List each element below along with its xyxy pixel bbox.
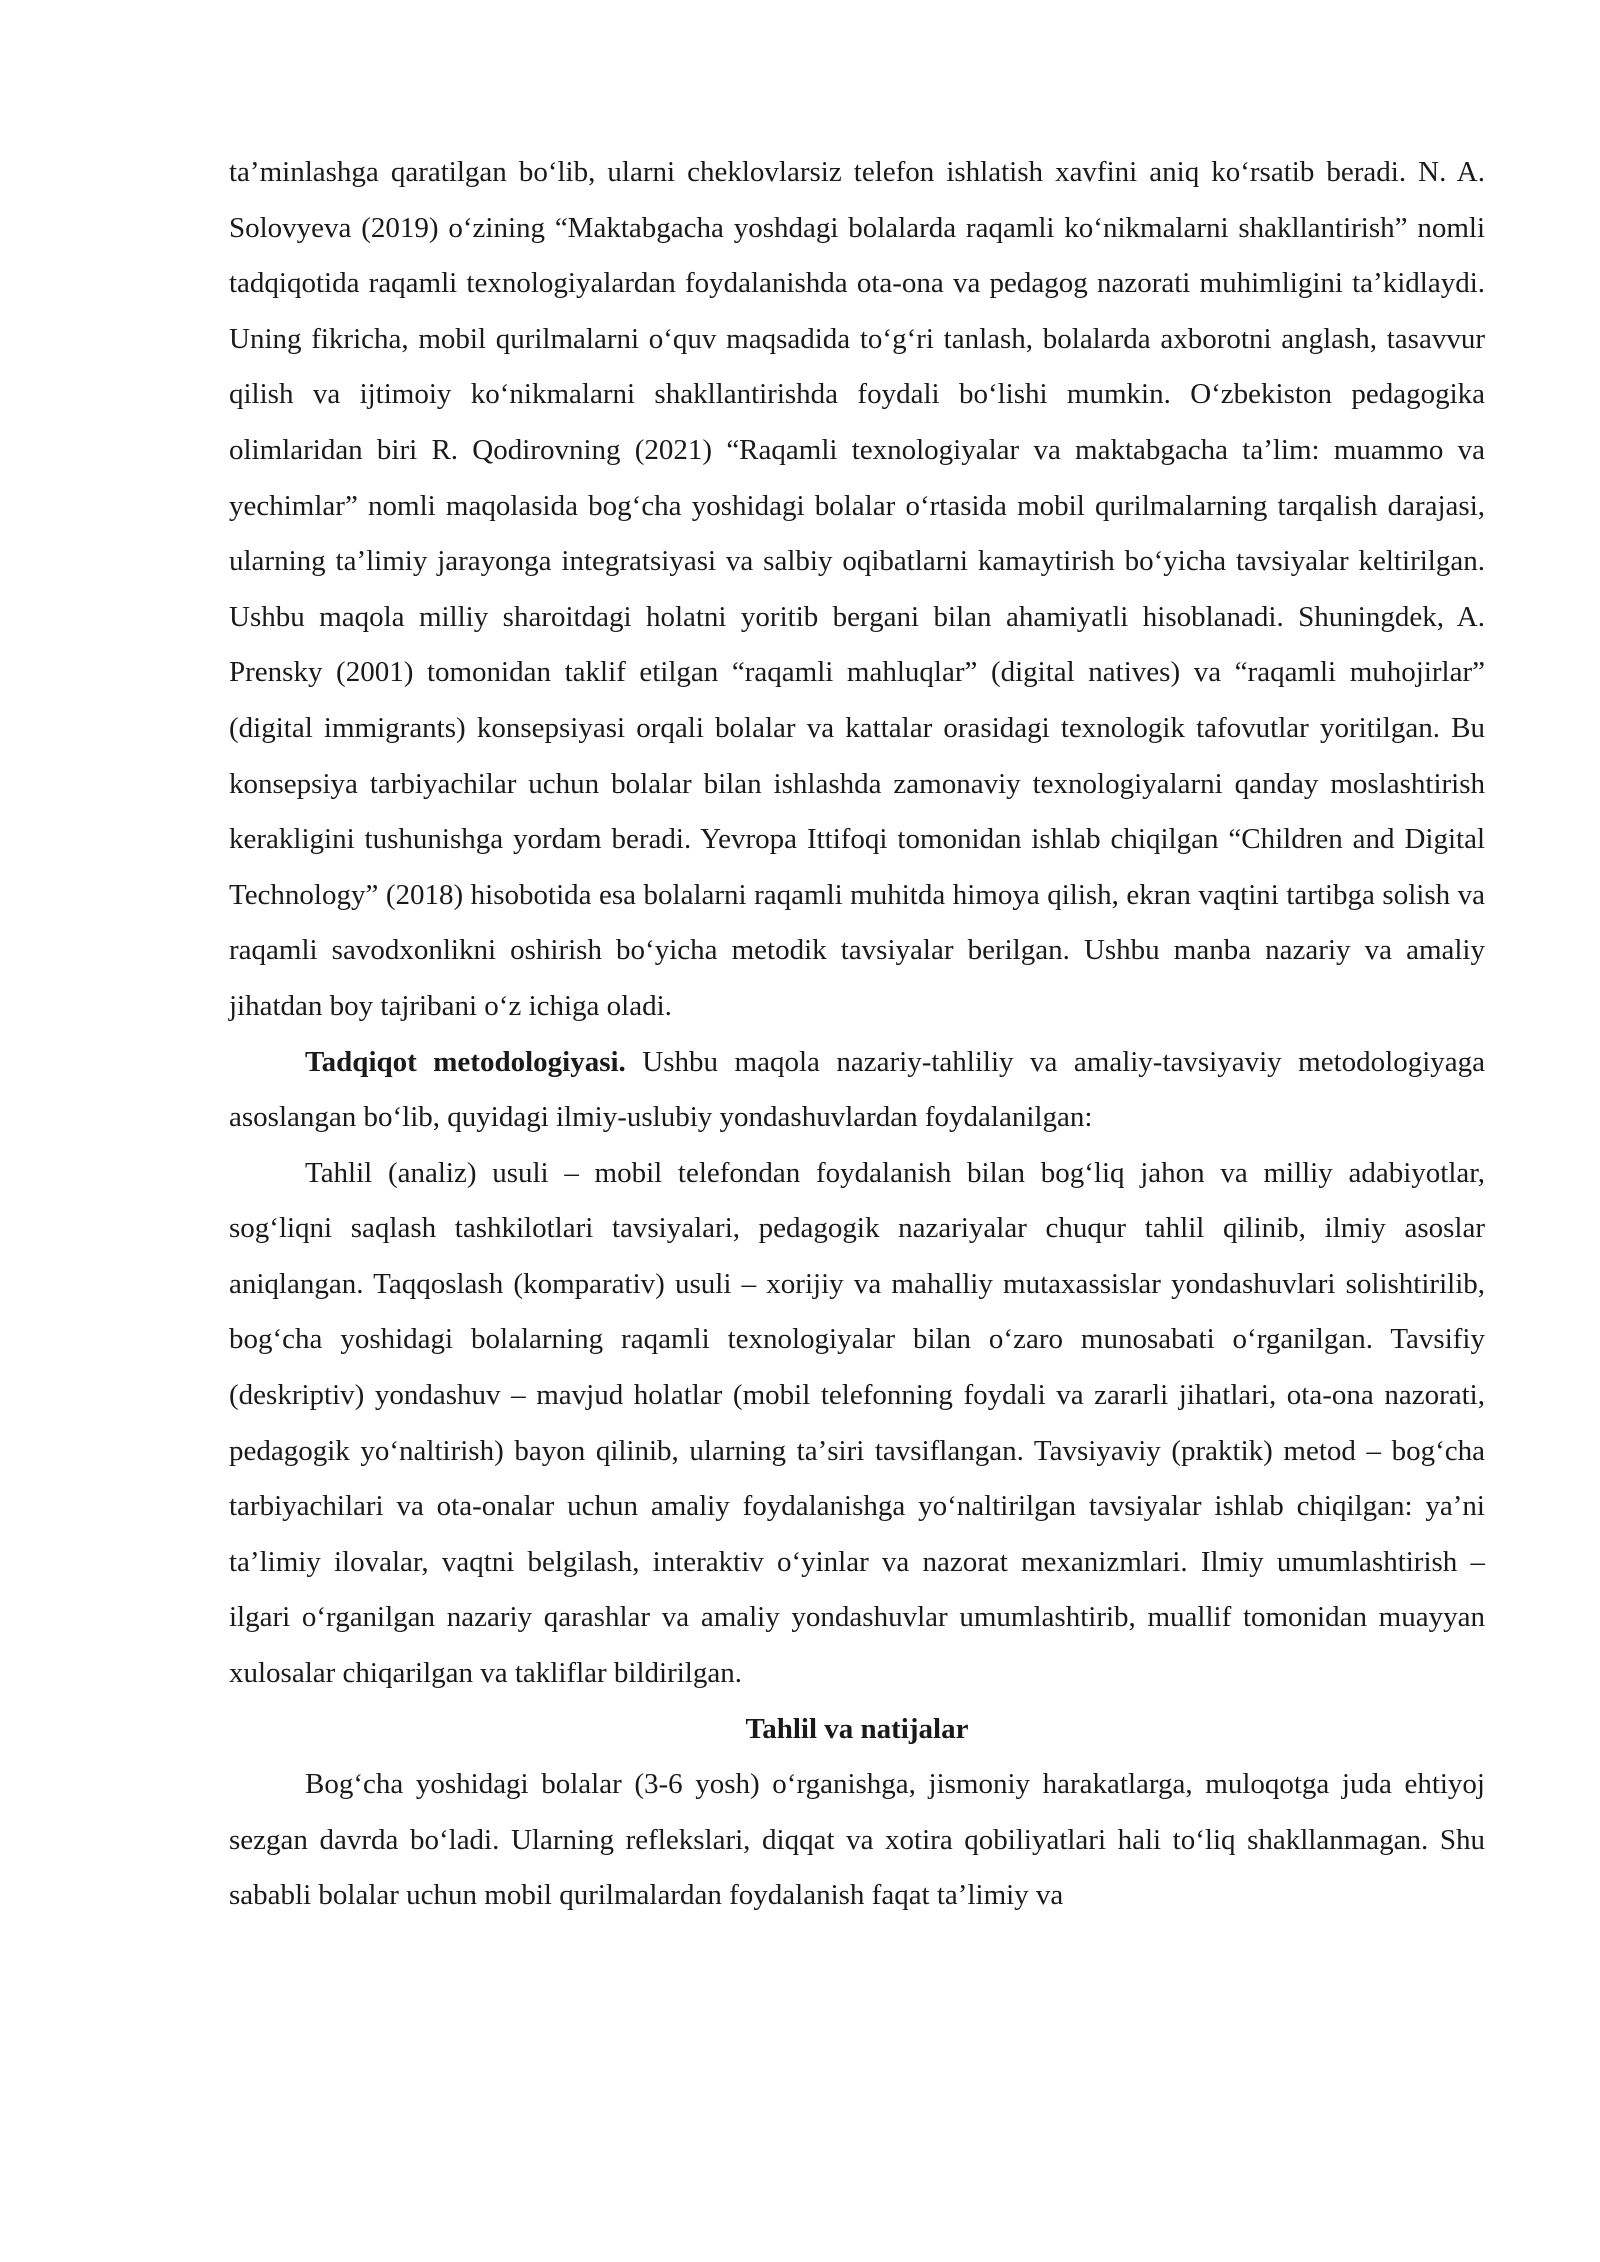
paragraph-literature-review: taʼminlashga qaratilgan boʻlib, ularni cheklovlarsiz telefon ishlatish xavfini aniq koʻrsatib beradi. N. A. Solovyeva (2019) oʻzining “Maktabgacha yoshdagi bolalarda raqamli koʻnikmalarni shakllantirish” nomli tadqiqotida raqamli texnologiyalardan foydalanishda ota-ona va pedagog nazorati muhimligini taʼkidlaydi. Uning fikricha, mobil qurilmalarni oʻquv maqsadida toʻgʻri tanlash, bolalarda axborotni anglash, tasavvur qilish va ijtimoiy koʻnikmalarni shakllantirishda foydali boʻlishi mumkin. Oʻzbekiston pedagogika olimlaridan biri R. Qodirovning (2021) “Raqamli texnologiyalar va maktabgacha taʼlim: muammo va yechimlar” nomli maqolasida bogʻcha yoshidagi bolalar oʻrtasida mobil qurilmalarning tarqalish darajasi, ularning taʼlimiy jarayonga integratsiyasi va salbiy oqibatlarni kamaytirish boʻyicha tavsiyalar keltirilgan. Ushbu maqola milliy sharoitdagi holatni yoritib bergani bilan ahamiyatli hisoblanadi. Shuningdek, A. Prensky (2001) tomonidan taklif etilgan “raqamli mahluqlar” (digital natives) va “raqamli muhojirlar” (digital immigrants) konsepsiyasi orqali bolalar va kattalar orasidagi texnologik tafovutlar yoritilgan. Bu konsepsiya tarbiyachilar uchun bolalar bilan ishlashda zamonaviy texnologiyalarni qanday moslashtirish kerakligini tushunishga yordam beradi. Yevropa Ittifoqi tomonidan ishlab chiqilgan “Children and Digital Technology” (2018) hisobotida esa bolalarni raqamli muhitda himoya qilish, ekran vaqtini tartibga solish va raqamli savodxonlikni oshirish boʻyicha metodik tavsiyalar berilgan. Ushbu manba nazariy va amaliy jihatdan boy tajribani oʻz ichiga oladi. — [229, 156, 1485, 1022]
paragraph-methodology-intro — [229, 1035, 1485, 1146]
paragraph-results: Bogʻcha yoshidagi bolalar (3-6 yosh) oʻrganishga, jismoniy harakatlarga, muloqotga juda ehtiyoj sezgan davrda boʻladi. Ularning reflekslari, diqqat va xotira qobiliyatlari hali toʻliq shakllanmagan. Shu sababli bolalar uchun mobil qurilmalardan foydalanish faqat taʼlimiy va — [229, 1768, 1485, 1912]
methodology-intro-text: Ushbu maqola nazariy-tahliliy va amaliy-tavsiyaviy metodologiyaga asoslangan boʻlib, quyidagi ilmiy-uslubiy yondashuvlardan foydalanilgan: — [229, 1045, 1486, 1134]
paragraph-methods: Tahlil (analiz) usuli – mobil telefondan foydalanish bilan bogʻliq jahon va milliy adabiyotlar, sogʻliqni saqlash tashkilotlari tavsiyalari, pedagogik nazariyalar chuqur tahlil qilinib, ilmiy asoslar aniqlangan. Taqqoslash (komparativ) usuli – xorijiy va mahalliy mutaxassislar yondashuvlari solishtirilib, bogʻcha yoshidagi bolalarning raqamli texnologiyalar bilan oʻzaro munosabati oʻrganilgan. Tavsifiy (deskriptiv) yondashuv – mavjud holatlar (mobil telefonning foydali va zararli jihatlari, ota-ona nazorati, pedagogik yoʻnaltirish) bayon qilinib, ularning taʼsiri tavsiflangan. Tavsiyaviy (praktik) metod – bogʻcha tarbiyachilari va ota-onalar uchun amaliy foydalanishga yoʻnaltirilgan tavsiyalar ishlab chiqilgan: yaʼni taʼlimiy ilovalar, vaqtni belgilash, interaktiv oʻyinlar va nazorat mexanizmlari. Ilmiy umumlashtirish – ilgari oʻrganilgan nazariy qarashlar va amaliy yondashuvlar umumlashtirib, muallif tomonidan muayyan xulosalar chiqarilgan va takliflar bildirilgan. — [229, 1156, 1485, 1690]
methodology-heading: Tadqiqot metodologiyasi. — [305, 1045, 626, 1078]
section-heading-results: Tahlil va natijalar — [745, 1712, 969, 1745]
document-page — [229, 145, 1485, 1924]
